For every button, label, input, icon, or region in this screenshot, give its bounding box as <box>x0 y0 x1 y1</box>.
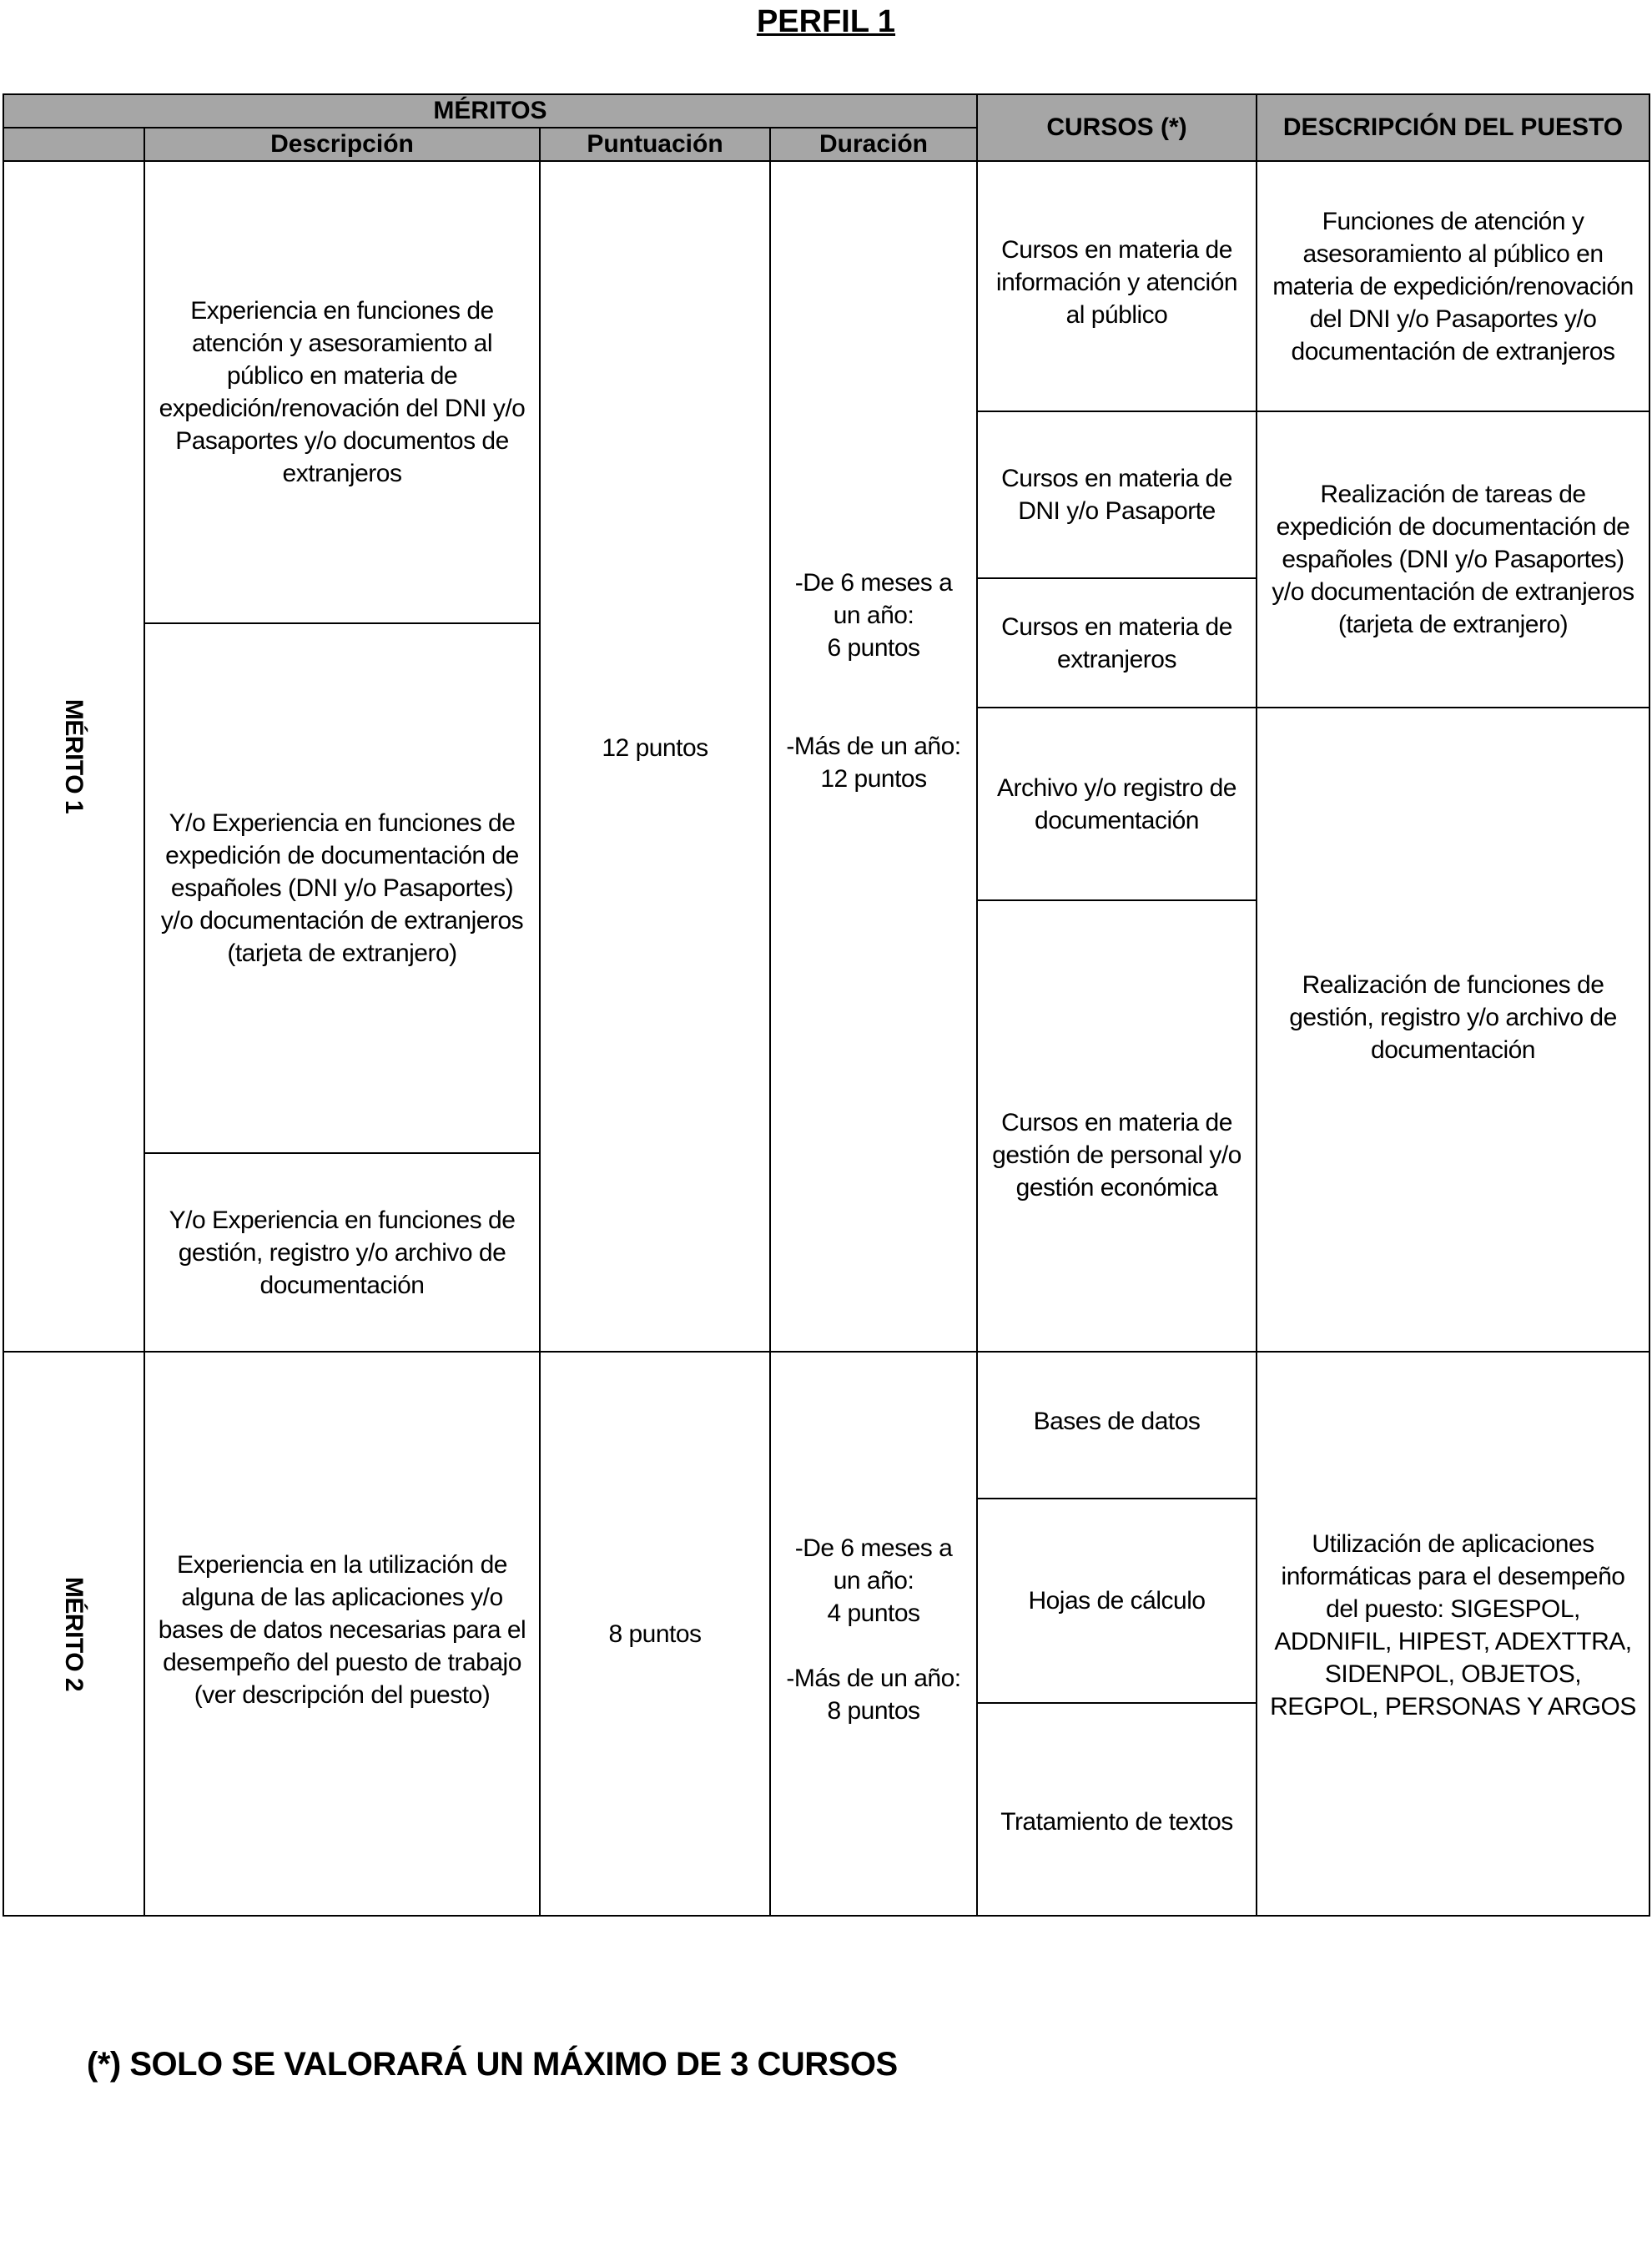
header-meritos: MÉRITOS <box>3 93 978 128</box>
merito-2-duracion: -De 6 meses a un año: 4 puntos -Más de un año: 8 puntos <box>769 1351 978 1917</box>
merito-1-puntuacion: 12 puntos <box>539 160 771 1353</box>
merito-2-curso-1: Bases de datos <box>976 1351 1257 1499</box>
merito-2-label <box>3 1351 145 1917</box>
merito-2-puntuacion: 8 puntos <box>539 1351 771 1917</box>
merito-1-curso-1: Cursos en materia de información y atención al público <box>976 160 1257 412</box>
merito-1-duracion-1: -De 6 meses a un año: 6 puntos <box>794 569 953 662</box>
header-descripcion-puesto: DESCRIPCIÓN DEL PUESTO <box>1256 93 1650 162</box>
merito-1-puesto-1: Funciones de atención y asesoramiento al público en materia de expedición/renovación del DNI y/o Pasaportes y/o documentación de extranjeros <box>1256 160 1650 412</box>
merito-2-descripcion: Experiencia en la utilización de alguna de las aplicaciones y/o bases de datos necesarias para el desempeño del puesto de trabajo (ver descripción del puesto) <box>144 1351 541 1917</box>
merito-1-puesto-2: Realización de tareas de expedición de documentación de españoles (DNI y/o Pasaportes) y/o documentación de extranjeros (tarjeta de extranjero) <box>1256 411 1650 708</box>
header-descripcion: Descripción <box>144 127 541 162</box>
header-duracion: Duración <box>769 127 978 162</box>
header-cursos: CURSOS (*) <box>976 93 1257 162</box>
merito-1-descripcion-3: Y/o Experiencia en funciones de gestión, registro y/o archivo de documentación <box>144 1152 541 1353</box>
merito-1-curso-4: Archivo y/o registro de documentación <box>976 707 1257 901</box>
merito-2-label-text: MÉRITO 2 <box>59 1576 88 1691</box>
merito-1-curso-3: Cursos en materia de extranjeros <box>976 577 1257 708</box>
meritos-table <box>3 93 1650 1917</box>
merito-1-curso-2: Cursos en materia de DNI y/o Pasaporte <box>976 411 1257 579</box>
merito-1-duracion <box>769 160 978 1353</box>
merito-1-curso-5: Cursos en materia de gestión de personal y/o gestión económica <box>976 899 1257 1353</box>
merito-1-duracion-2: -Más de un año: 12 puntos <box>786 733 961 793</box>
merito-2-puesto: Utilización de aplicaciones informáticas para el desempeño del puesto: SIGESPOL, ADDNIFIL, HIPEST, ADEXTTRA, SIDENPOL, OBJETOS, REGPOL, PERSONAS Y ARGOS <box>1256 1351 1650 1917</box>
header-puntuacion: Puntuación <box>539 127 771 162</box>
merito-1-label-text: MÉRITO 1 <box>59 698 88 814</box>
merito-1-label <box>3 160 145 1353</box>
footnote: (*) SOLO SE VALORARÁ UN MÁXIMO DE 3 CURSOS <box>87 2046 898 2083</box>
page-title: PERFIL 1 <box>756 4 896 39</box>
merito-1-puesto-3: Realización de funciones de gestión, registro y/o archivo de documentación <box>1256 707 1650 1353</box>
merito-1-descripcion-2: Y/o Experiencia en funciones de expedición de documentación de españoles (DNI y/o Pasaportes) y/o documentación de extranjeros (tarjeta de extranjero) <box>144 622 541 1154</box>
header-blank <box>3 127 145 162</box>
merito-2-curso-2: Hojas de cálculo <box>976 1498 1257 1704</box>
merito-2-curso-3: Tratamiento de textos <box>976 1702 1257 1917</box>
merito-1-descripcion-1: Experiencia en funciones de atención y asesoramiento al público en materia de expedición/renovación del DNI y/o Pasaportes y/o documentos de extranjeros <box>144 160 541 624</box>
